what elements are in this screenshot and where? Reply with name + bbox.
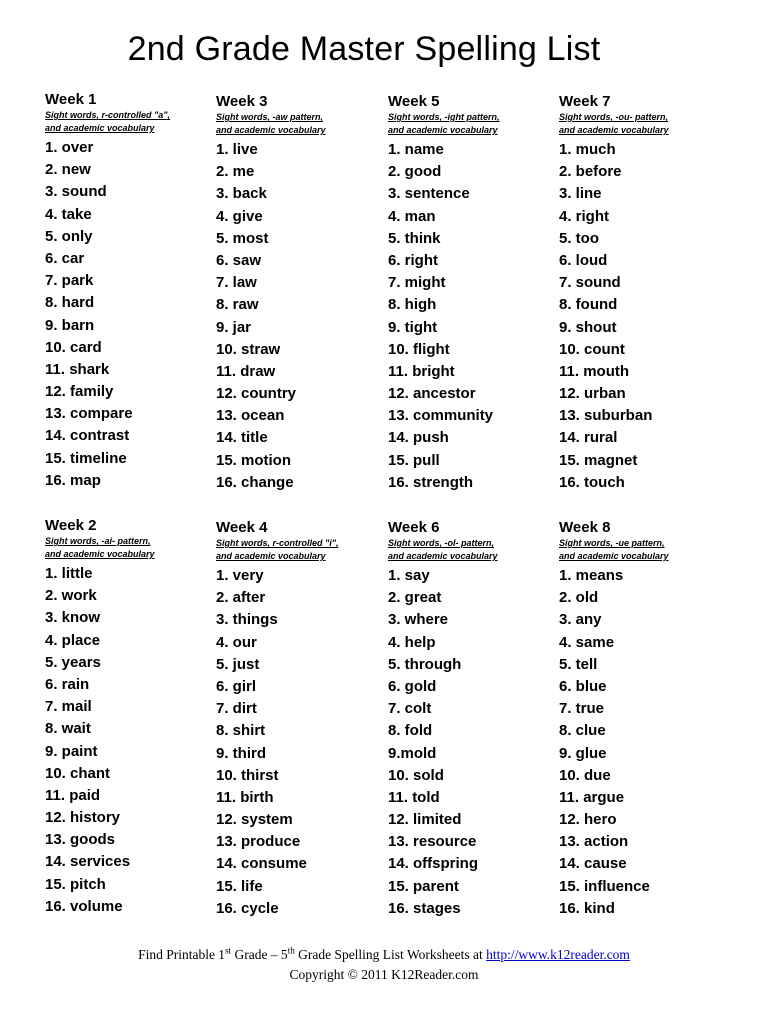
spelling-word: 1. little xyxy=(45,565,93,582)
spelling-word: 12. system xyxy=(216,811,293,829)
word-list xyxy=(45,563,215,918)
spelling-word: 16. cycle xyxy=(216,899,279,917)
spelling-word: 5. think xyxy=(388,229,441,247)
spelling-word: 11. bright xyxy=(388,362,455,380)
spelling-word: 2. me xyxy=(216,163,255,181)
spelling-word: 13. community xyxy=(388,407,494,425)
spelling-word: 4. place xyxy=(45,631,101,649)
spelling-word: 9.mold xyxy=(388,744,437,762)
spelling-word: 16. strength xyxy=(388,473,474,491)
spelling-word: 16. change xyxy=(216,473,294,491)
page-title: 2nd Grade Master Spelling List xyxy=(127,30,601,68)
spelling-word: 2. new xyxy=(45,161,91,179)
week-block xyxy=(388,519,558,920)
spelling-word: 6. car xyxy=(45,249,85,267)
spelling-word: 16. map xyxy=(45,471,101,489)
footer-text: Grade – 5 xyxy=(231,947,288,962)
spelling-word: 16. touch xyxy=(559,473,625,491)
spelling-word: 9. paint xyxy=(45,742,98,760)
week-block xyxy=(45,517,215,918)
spelling-word: 9. barn xyxy=(45,316,95,334)
word-list xyxy=(216,139,386,494)
spelling-word: 3. know xyxy=(45,609,101,627)
spelling-word: 14. push xyxy=(388,429,449,447)
week-title: Week 2 xyxy=(45,517,97,534)
spelling-word: 15. pull xyxy=(388,451,440,469)
spelling-word: 10. card xyxy=(45,338,102,356)
spelling-word: 10. thirst xyxy=(216,766,279,784)
week-description: Sight words, -ue pattern, and academic vocabulary xyxy=(559,538,669,561)
spelling-word: 6. girl xyxy=(216,677,257,695)
spelling-word: 6. blue xyxy=(559,677,607,695)
spelling-word: 15. pitch xyxy=(45,875,106,893)
spelling-word: 11. birth xyxy=(216,788,274,806)
spelling-word: 3. any xyxy=(559,611,602,629)
spelling-word: 7. colt xyxy=(388,700,432,718)
spelling-word: 6. saw xyxy=(216,251,262,269)
spelling-word: 15. timeline xyxy=(45,449,127,467)
spelling-word: 13. resource xyxy=(388,833,477,851)
spelling-word: 11. draw xyxy=(216,362,276,380)
spelling-word: 11. shark xyxy=(45,360,110,378)
spelling-word: 12. family xyxy=(45,383,114,401)
word-list xyxy=(388,565,558,920)
spelling-word: 15. parent xyxy=(388,877,459,895)
spelling-word: 8. fold xyxy=(388,722,433,740)
spelling-word: 2. good xyxy=(388,163,442,181)
spelling-word: 7. true xyxy=(559,700,605,718)
spelling-word: 11. told xyxy=(388,788,440,806)
spelling-word: 13. compare xyxy=(45,405,133,423)
spelling-word: 5. just xyxy=(216,655,260,673)
week-block xyxy=(216,93,386,494)
word-list xyxy=(559,139,729,494)
spelling-word: 2. after xyxy=(216,589,266,607)
spelling-word: 8. found xyxy=(559,296,618,314)
footer-line xyxy=(0,945,768,965)
footer-sup: st xyxy=(225,945,232,956)
week-description: Sight words, -ai- pattern, and academic vocabulary xyxy=(45,536,155,559)
week-block xyxy=(559,93,729,494)
word-list xyxy=(216,565,386,920)
spelling-word: 5. tell xyxy=(559,655,598,673)
spelling-word: 7. law xyxy=(216,274,257,292)
spelling-word: 3. sound xyxy=(45,183,107,201)
week-description: Sight words, -aw pattern, and academic vocabulary xyxy=(216,112,326,135)
spelling-word: 4. take xyxy=(45,205,92,223)
spelling-word: 4. same xyxy=(559,633,615,651)
spelling-word: 14. consume xyxy=(216,855,307,873)
spelling-word: 13. ocean xyxy=(216,407,285,425)
spelling-word: 7. park xyxy=(45,272,94,290)
spelling-word: 6. gold xyxy=(388,677,437,695)
spelling-word: 9. glue xyxy=(559,744,607,762)
week-description: Sight words, r-controlled "i", and academic vocabulary xyxy=(216,538,339,561)
spelling-word: 9. jar xyxy=(216,318,252,336)
spelling-word: 1. means xyxy=(559,567,624,584)
spelling-word: 8. wait xyxy=(45,720,91,738)
spelling-word: 12. limited xyxy=(388,811,462,829)
spelling-word: 3. where xyxy=(388,611,449,629)
spelling-word: 4. give xyxy=(216,207,263,225)
spelling-word: 14. cause xyxy=(559,855,627,873)
spelling-word: 10. count xyxy=(559,340,625,358)
spelling-word: 7. might xyxy=(388,274,446,292)
spelling-word: 6. loud xyxy=(559,251,608,269)
week-block xyxy=(559,519,729,920)
week-description: Sight words, r-controlled "a", and academic vocabulary xyxy=(45,110,171,133)
spelling-word: 13. suburban xyxy=(559,407,653,425)
spelling-word: 10. flight xyxy=(388,340,450,358)
spelling-word: 14. rural xyxy=(559,429,618,447)
spelling-word: 5. only xyxy=(45,227,93,245)
spelling-word: 8. raw xyxy=(216,296,259,314)
spelling-word: 3. things xyxy=(216,611,278,629)
spelling-word: 13. goods xyxy=(45,831,116,849)
spelling-word: 8. hard xyxy=(45,294,95,312)
spelling-word: 15. magnet xyxy=(559,451,638,469)
spelling-word: 12. urban xyxy=(559,385,626,403)
spelling-word: 7. sound xyxy=(559,274,621,292)
spelling-word: 1. say xyxy=(388,567,430,584)
spelling-word: 14. contrast xyxy=(45,427,130,445)
week-title: Week 6 xyxy=(388,519,440,536)
spelling-word: 4. help xyxy=(388,633,436,651)
spelling-word: 2. old xyxy=(559,589,599,607)
spelling-word: 5. through xyxy=(388,655,462,673)
spelling-word: 8. shirt xyxy=(216,722,266,740)
spelling-word: 8. high xyxy=(388,296,437,314)
week-title: Week 4 xyxy=(216,519,268,536)
spelling-word: 1. over xyxy=(45,139,94,156)
spelling-word: 14. title xyxy=(216,429,268,447)
week-block xyxy=(388,93,558,494)
spelling-word: 11. paid xyxy=(45,786,101,804)
spelling-word: 6. right xyxy=(388,251,439,269)
week-description: Sight words, -ol- pattern, and academic vocabulary xyxy=(388,538,498,561)
spelling-word: 8. clue xyxy=(559,722,606,740)
spelling-word: 12. ancestor xyxy=(388,385,476,403)
spelling-word: 11. mouth xyxy=(559,362,630,380)
word-list xyxy=(388,139,558,494)
spelling-word: 4. our xyxy=(216,633,257,651)
spelling-word: 5. years xyxy=(45,653,101,671)
spelling-word: 16. kind xyxy=(559,899,615,917)
week-title: Week 7 xyxy=(559,93,611,110)
spelling-word: 14. offspring xyxy=(388,855,479,873)
spelling-word: 9. third xyxy=(216,744,267,762)
spelling-word: 11. argue xyxy=(559,788,625,806)
spelling-word: 1. name xyxy=(388,141,444,158)
spelling-word: 9. shout xyxy=(559,318,617,336)
spelling-word: 1. much xyxy=(559,141,616,158)
spelling-word: 2. before xyxy=(559,163,622,181)
spelling-word: 9. tight xyxy=(388,318,438,336)
week-title: Week 3 xyxy=(216,93,268,110)
spelling-word: 10. sold xyxy=(388,766,444,784)
k12reader-link[interactable]: http://www.k12reader.com xyxy=(486,947,630,962)
spelling-word: 4. right xyxy=(559,207,610,225)
week-title: Week 1 xyxy=(45,91,97,108)
spelling-word: 15. life xyxy=(216,877,263,895)
week-description: Sight words, -ou- pattern, and academic vocabulary xyxy=(559,112,669,135)
spelling-word: 12. country xyxy=(216,385,297,403)
spelling-word: 14. services xyxy=(45,853,131,871)
spelling-word: 2. work xyxy=(45,587,97,605)
week-block xyxy=(216,519,386,920)
spelling-word: 15. influence xyxy=(559,877,650,895)
spelling-word: 16. volume xyxy=(45,897,123,915)
spelling-word: 7. mail xyxy=(45,698,92,716)
spelling-word: 15. motion xyxy=(216,451,292,469)
spelling-word: 5. too xyxy=(559,229,599,247)
spelling-word: 16. stages xyxy=(388,899,461,917)
spelling-word: 1. live xyxy=(216,141,258,158)
spelling-word: 10. due xyxy=(559,766,611,784)
spelling-word: 7. dirt xyxy=(216,700,257,718)
spelling-word: 3. back xyxy=(216,185,267,203)
week-title: Week 5 xyxy=(388,93,440,110)
spelling-word: 13. action xyxy=(559,833,629,851)
word-list xyxy=(559,565,729,920)
footer-text: Grade Spelling List Worksheets at xyxy=(294,947,487,962)
spelling-word: 5. most xyxy=(216,229,269,247)
spelling-word: 3. line xyxy=(559,185,602,203)
copyright: Copyright © 2011 K12Reader.com xyxy=(289,967,479,982)
footer xyxy=(0,945,768,985)
spelling-word: 6. rain xyxy=(45,675,90,693)
word-list xyxy=(45,137,215,492)
week-block xyxy=(45,91,215,492)
spelling-word: 12. history xyxy=(45,809,121,827)
spelling-word: 1. very xyxy=(216,567,264,584)
spelling-word: 12. hero xyxy=(559,811,617,829)
spelling-word: 10. straw xyxy=(216,340,281,358)
spelling-word: 4. man xyxy=(388,207,436,225)
spelling-word: 2. great xyxy=(388,589,442,607)
footer-sup: th xyxy=(287,945,295,956)
week-description: Sight words, -ight pattern, and academic vocabulary xyxy=(388,112,500,135)
week-title: Week 8 xyxy=(559,519,611,536)
spelling-word: 3. sentence xyxy=(388,185,470,203)
spelling-word: 10. chant xyxy=(45,764,111,782)
spelling-word: 13. produce xyxy=(216,833,301,851)
footer-text: Find Printable 1 xyxy=(138,947,226,962)
